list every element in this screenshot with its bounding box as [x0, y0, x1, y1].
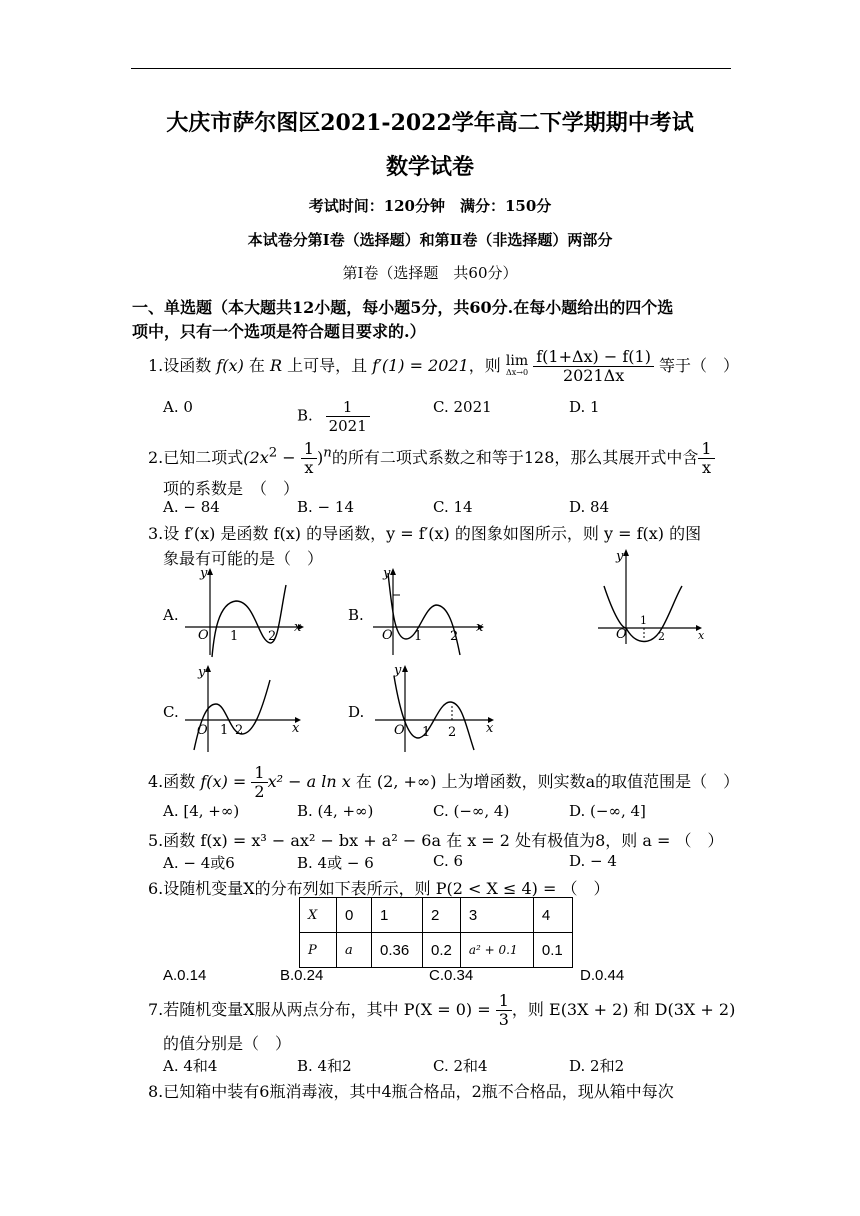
- question-5: 5.函数 f(x) = x³ − ax² − bx + a² − 6a 在 x = 2 处有极值为8，则 a = （ ）: [148, 831, 724, 850]
- q7-frac: [496, 992, 512, 1029]
- q3dd-origin: O: [394, 723, 405, 738]
- q6-option-d: D.0.44: [580, 967, 625, 984]
- q7-option-b: B. 4和2: [297, 1057, 352, 1075]
- q2-option-b: B. − 14: [297, 498, 354, 516]
- q3b-two: 2: [450, 629, 459, 644]
- table-cell: 0.36: [372, 933, 423, 968]
- q1-fraction: [533, 348, 654, 385]
- q2-tail-den: x: [701, 458, 712, 477]
- q1-optb-num: 1: [326, 398, 370, 417]
- exam-subtitle: 数学试卷: [385, 154, 474, 180]
- q1-option-b: [297, 398, 370, 435]
- q6-option-a: A.0.14: [163, 967, 207, 984]
- table-cell: a: [337, 933, 372, 968]
- q3-graph-d: [370, 662, 500, 757]
- exam-info: 考试时间：120分钟 满分：150分: [308, 197, 552, 215]
- q1-lim: [505, 352, 529, 379]
- q2-option-d: D. 84: [569, 498, 610, 516]
- table-cell: P: [300, 933, 337, 968]
- q1-fx: f(x): [216, 356, 244, 375]
- q3-line2: 象最有可能的是（ ）: [163, 549, 324, 568]
- q3d-two: 2: [658, 630, 665, 643]
- q3a-origin: O: [198, 628, 209, 643]
- table-row: [300, 933, 573, 968]
- q3a-one: 1: [230, 629, 239, 644]
- section-line-1: 一、单选题（本大题共12小题，每小题5分，共60分.在每小题给出的四个选: [132, 298, 674, 317]
- q2-expr-b: −: [277, 448, 301, 467]
- q2-expr-a: (2x: [243, 448, 269, 467]
- q7-line2: 的值分别是（ ）: [163, 1034, 292, 1053]
- q4-half: [251, 764, 267, 801]
- q6-option-b: B.0.24: [280, 967, 324, 984]
- q4-fx: f(x) =: [200, 772, 247, 791]
- q6-option-c: C.0.34: [429, 967, 474, 984]
- q3a-two: 2: [268, 629, 277, 644]
- q1-option-b-frac: [326, 398, 370, 435]
- q2-tail-frac: [698, 440, 714, 477]
- table-cell: 0: [337, 898, 372, 933]
- section-line-2: 项中，只有一个选项是符合题目要求的.）: [132, 322, 426, 341]
- q4-option-c: C. (−∞, 4): [433, 802, 510, 820]
- q1-option-d: D. 1: [569, 398, 600, 416]
- q2-line2: 项的系数是 （ ）: [163, 479, 300, 498]
- q3b-origin: O: [382, 628, 393, 643]
- q3-graph-b: [368, 565, 488, 660]
- q3dd-two: 2: [448, 725, 457, 740]
- table-cell: 0.1: [533, 933, 572, 968]
- q3c-two: 2: [235, 723, 244, 738]
- q3b-y: y: [383, 566, 391, 581]
- q7-option-d: D. 2和2: [569, 1057, 625, 1075]
- question-1: [148, 348, 739, 385]
- q4-option-a: A. [4, +∞): [163, 802, 240, 820]
- q7-option-a: A. 4和4: [163, 1057, 218, 1075]
- q1-option-a: A. 0: [163, 398, 193, 416]
- q3dd-x: x: [486, 721, 494, 736]
- q5-option-a: A. − 4或6: [163, 854, 235, 872]
- table-cell: 1: [372, 898, 423, 933]
- q4-expr: x² − a ln x: [267, 772, 351, 791]
- q1-pre: 1.设函数: [148, 356, 212, 375]
- q2-post: ，那么其展开式中含: [554, 448, 699, 467]
- table-row: [300, 898, 573, 933]
- q1-mid3: ，则: [468, 356, 501, 375]
- q5-option-b: B. 4或 − 6: [297, 854, 374, 872]
- q3dd-one: 1: [422, 725, 431, 740]
- q3-label-c: C.: [163, 703, 179, 721]
- q2-num128: 128: [523, 448, 555, 467]
- q6-distribution-table: [299, 897, 573, 968]
- q7-pre: 7.若随机变量X服从两点分布，其中 P(X = 0) =: [148, 1000, 491, 1019]
- q3-derivative-graph: [596, 546, 711, 646]
- q3b-one: 1: [414, 629, 423, 644]
- question-7: [148, 992, 735, 1029]
- q3d-y: y: [616, 549, 624, 564]
- q3a-x: x: [294, 620, 302, 635]
- q3a-y: y: [200, 566, 208, 581]
- header-rule: [131, 68, 731, 69]
- part1-heading: 第Ⅰ卷（选择题 共60分）: [342, 264, 518, 282]
- q1-post: 等于（ ）: [659, 356, 740, 375]
- q2-frac-den: x: [304, 458, 314, 477]
- q3-line1: 3.设 f′(x) 是函数 f(x) 的导函数，y = f′(x) 的图象如图所示，则 y = f(x) 的图: [148, 524, 702, 543]
- q2-mid: 的所有二项式系数之和等于: [331, 448, 524, 467]
- q1-mid1: 在: [248, 356, 265, 375]
- q1-mid2: 上可导，且: [287, 356, 368, 375]
- table-cell: a² + 0.1: [460, 933, 533, 968]
- q3dd-y: y: [394, 663, 402, 678]
- q3c-y: y: [198, 665, 206, 680]
- q2-pre: 2.已知二项式: [148, 448, 244, 467]
- q3c-one: 1: [220, 723, 229, 738]
- q3c-x: x: [292, 721, 300, 736]
- section-heading: [132, 296, 732, 344]
- question-8: 8.已知箱中装有6瓶消毒液，其中4瓶合格品，2瓶不合格品，现从箱中每次: [148, 1082, 674, 1101]
- question-2: [148, 440, 715, 477]
- q1-option-b-label: B.: [297, 406, 313, 425]
- table-cell: 2: [423, 898, 461, 933]
- q7-post: ，则 E(3X + 2) 和 D(3X + 2): [511, 1000, 736, 1019]
- parts-info: 本试卷分第Ⅰ卷（选择题）和第Ⅱ卷（非选择题）两部分: [247, 231, 613, 249]
- q3-label-d: D.: [348, 703, 365, 721]
- q4-half-num: 1: [251, 764, 267, 783]
- q7-option-c: C. 2和4: [433, 1057, 488, 1075]
- q3d-x: x: [698, 629, 705, 642]
- q3-graph-a: [180, 565, 310, 660]
- q1-R: R: [270, 356, 283, 375]
- q1-option-c: C. 2021: [433, 398, 492, 416]
- q1-lim-text: lim: [505, 352, 529, 369]
- q2-frac: [301, 440, 317, 477]
- q2-frac-num: 1: [301, 440, 317, 459]
- q4-option-d: D. (−∞, 4]: [569, 802, 646, 820]
- exam-title: 大庆市萨尔图区2021-2022学年高二下学期期中考试: [166, 110, 694, 136]
- q1-num: f(1+Δx) − f(1): [533, 348, 654, 367]
- q1-cond: f′(1) = 2021: [372, 356, 469, 375]
- q2-tail-num: 1: [698, 440, 714, 459]
- table-cell: 3: [460, 898, 533, 933]
- table-cell: X: [300, 898, 337, 933]
- q2-supn: n: [323, 445, 332, 461]
- q7-frac-den: 3: [498, 1010, 509, 1029]
- q2-sup2: 2: [268, 445, 278, 461]
- q3-graph-c: [180, 662, 310, 757]
- question-4: [148, 764, 739, 801]
- table-cell: 4: [533, 898, 572, 933]
- q3d-one: 1: [640, 614, 647, 627]
- q5-option-d: D. − 4: [569, 852, 617, 870]
- q3c-origin: O: [197, 723, 208, 738]
- q1-optb-den: 2021: [328, 417, 367, 435]
- q1-lim-sub: Δx→0: [505, 367, 529, 377]
- q3-label-a: A.: [163, 606, 179, 624]
- q1-den: 2021Δx: [562, 366, 625, 385]
- q3d-origin: O: [616, 627, 627, 642]
- table-cell: 0.2: [423, 933, 461, 968]
- q2-option-a: A. − 84: [163, 498, 220, 516]
- q4-option-b: B. (4, +∞): [297, 802, 374, 820]
- q2-option-c: C. 14: [433, 498, 473, 516]
- q4-post: 在 (2, +∞) 上为增函数，则实数a的取值范围是（ ）: [355, 772, 740, 791]
- q2-expr-c: ): [316, 448, 324, 467]
- q4-pre: 4.函数: [148, 772, 196, 791]
- question-6: 6.设随机变量X的分布列如下表所示，则 P(2 < X ≤ 4) = （ ）: [148, 879, 610, 898]
- q5-option-c: C. 6: [433, 852, 464, 870]
- q3-label-b: B.: [348, 606, 364, 624]
- q4-half-den: 2: [254, 782, 265, 801]
- q3b-x: x: [476, 620, 484, 635]
- q7-frac-num: 1: [496, 992, 512, 1011]
